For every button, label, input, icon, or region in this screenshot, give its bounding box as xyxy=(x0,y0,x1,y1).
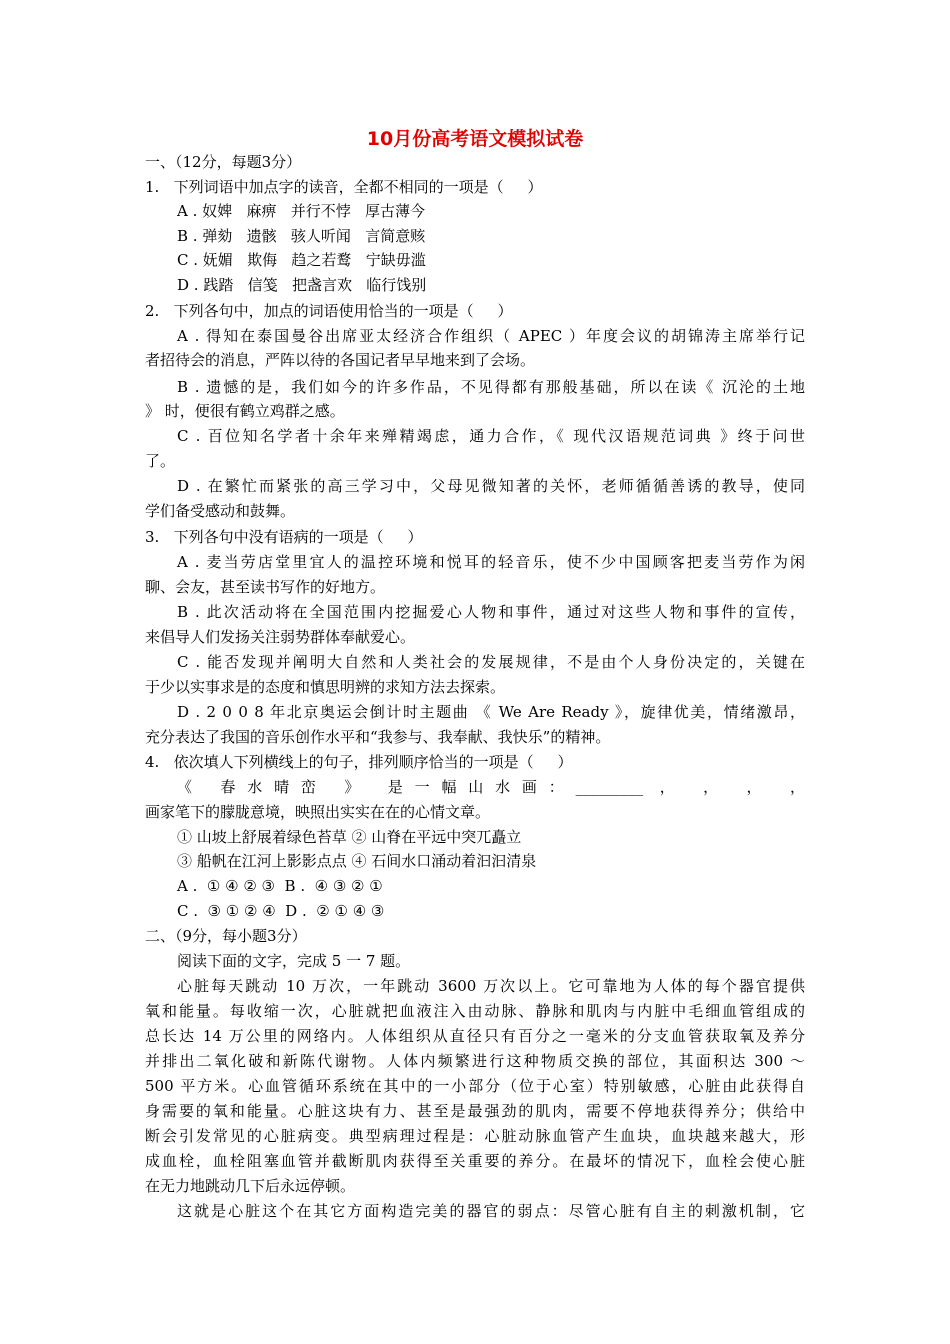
text-line: 一、（12分，每题3分） xyxy=(145,153,302,171)
text-line: 阅读下面的文字，完成 5 一 7 题。 xyxy=(177,952,411,970)
text-line: D . 在繁忙而紧张的高三学习中，父母见微知著的关怀，老师循循善诱的教导，使同 xyxy=(177,477,805,495)
text-line: 4. 依次填人下列横线上的句子，排列顺序恰当的一项是（ ） xyxy=(145,753,573,771)
page-title: 10月份高考语文模拟试卷 xyxy=(366,128,584,150)
text-line: 来倡导人们发扬关注弱势群体奉献爱心。 xyxy=(145,628,416,646)
text-line: C . ③ ① ② ④ D . ② ① ④ ③ xyxy=(177,902,385,920)
text-line: A . 得知在泰国曼谷出席亚太经济合作组织（ APEC ）年度会议的胡锦涛主席举行记 xyxy=(177,327,805,345)
text-line: ③ 船帆在江河上影影点点 ④ 石间水口涌动着汩汩清泉 xyxy=(177,852,537,870)
text-line: 并排出二氧化破和新陈代谢物。人体内频繁进行这种物质交换的部位，其面积达 300 ～ xyxy=(145,1052,805,1070)
text-line: A . ① ④ ② ③ B . ④ ③ ② ① xyxy=(177,877,383,895)
text-line: C . 妩媚 欺侮 趋之若鹜 宁缺毋滥 xyxy=(177,251,426,269)
text-line: 充分表达了我国的音乐创作水平和“我参与、我奉献、我快乐”的精神。 xyxy=(145,728,611,746)
text-line: C . 百位知名学者十余年来殚精竭虑，通力合作，《 现代汉语规范词典 》终于问世 xyxy=(177,427,805,445)
text-line: D . 践踏 信笺 把盏言欢 临行饯别 xyxy=(177,276,427,294)
text-line: 了。 xyxy=(145,452,176,470)
text-line: 2. 下列各句中，加点的词语使用恰当的一项是（ ） xyxy=(145,302,513,320)
text-line: 学们备受感动和鼓舞。 xyxy=(145,502,296,520)
text-line: ① 山坡上舒展着绿色苔草 ② 山脊在平远中突兀矗立 xyxy=(177,828,522,846)
text-line: 成血栓，血栓阻塞血管并截断肌肉获得至关重要的养分。在最坏的情况下，血栓会使心脏 xyxy=(145,1152,805,1170)
text-line: 身需要的氧和能量。心脏这块有力、甚至是最强劲的肌肉，需要不停地获得养分；供给中 xyxy=(145,1102,805,1120)
text-line: A . 麦当劳店堂里宜人的温控环境和悦耳的轻音乐，使不少中国顾客把麦当劳作为闲 xyxy=(177,553,805,571)
text-line: 500 平方米。心血管循环系统在其中的一小部分（位于心室）特别敏感，心脏由此获得自 xyxy=(145,1077,805,1095)
text-line: 《 春水晴峦 》 是一幅山水画：_________ ， ， ， ， xyxy=(177,778,805,796)
text-line: B . 弹劾 遗骸 骇人听闻 言简意赅 xyxy=(177,227,426,245)
text-line: 心脏每天跳动 10 万次，一年跳动 3600 万次以上。它可靠地为人体的每个器官提供 xyxy=(177,977,805,995)
text-line: 于少以实事求是的态度和慎思明辨的求知方法去探索。 xyxy=(145,678,506,696)
text-line: 断会引发常见的心脏病变。典型病理过程是：心脏动脉血管产生血块，血块越来越大，形 xyxy=(145,1127,805,1145)
text-line: B . 此次活动将在全国范围内挖掘爱心人物和事件，通过对这些人物和事件的宣传， xyxy=(177,603,805,621)
text-line: 聊、会友，甚至读书写作的好地方。 xyxy=(145,578,386,596)
text-line: C . 能否发现并阐明大自然和人类社会的发展规律，不是由个人身份决定的，关键在 xyxy=(177,653,805,671)
text-line: 者招待会的消息，严阵以待的各国记者早早地来到了会场。 xyxy=(145,351,536,369)
text-line: 在无力地跳动几下后永远停顿。 xyxy=(145,1177,356,1195)
text-line: 总长达 14 万公里的网络内。人体组织从直径只有百分之一毫米的分支血管获取氧及养分 xyxy=(145,1027,805,1045)
text-line: 二、（9分，每小题3分） xyxy=(145,927,307,945)
text-line: 这就是心脏这个在其它方面构造完美的器官的弱点：尽管心脏有自主的刺激机制，它 xyxy=(177,1202,805,1220)
text-line: 》 时，便很有鹤立鸡群之感。 xyxy=(145,402,345,420)
text-line: 画家笔下的朦胧意境，映照出实实在在的心情文章。 xyxy=(145,803,491,821)
text-line: 1. 下列词语中加点字的读音，全都不相同的一项是（ ） xyxy=(145,178,543,196)
text-line: D . 2 0 0 8 年北京奥运会倒计时主题曲 《 We Are Ready 》，旋律优美，情绪激昂， xyxy=(177,703,805,721)
text-line: A . 奴婢 麻痹 并行不悖 厚古薄今 xyxy=(177,202,426,220)
text-line: 3. 下列各句中没有语病的一项是（ ） xyxy=(145,528,423,546)
text-line: B . 遗憾的是，我们如今的许多作品，不见得都有那般基础，所以在读《 沉沦的土地 xyxy=(177,378,805,396)
text-line: 氧和能量。每收缩一次，心脏就把血液注入由动脉、静脉和肌肉与内脏中毛细血管组成的 xyxy=(145,1002,805,1020)
